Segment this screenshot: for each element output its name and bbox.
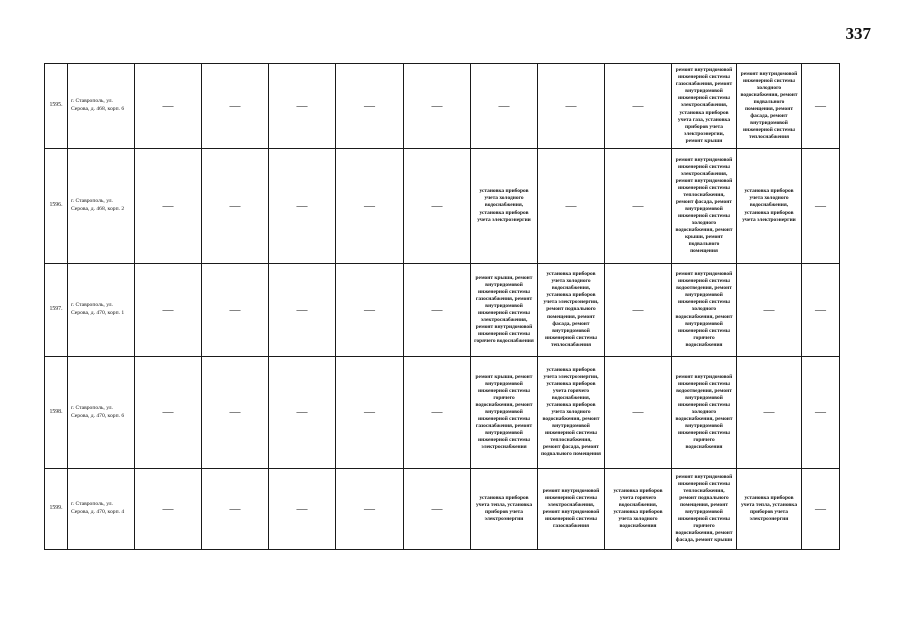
work-cell: — (605, 64, 672, 149)
work-cell: установка приборов учета холодного водоснабжения, установка приборов учета электроэнергии (737, 149, 802, 264)
work-cell: установка приборов учета холодного водоснабжения, установка приборов учета электроэнергии (471, 149, 538, 264)
program-table (44, 63, 840, 550)
work-cell: — (737, 264, 802, 357)
work-cell: ремонт крыши, ремонт внутридомовой инженерной системы газоснабжения, ремонт внутридомовой инженерной системы электроснабжения, ремонт внутридомовой инженерной системы горячего водоснабжения (471, 264, 538, 357)
work-cell: — (802, 469, 840, 550)
row-number: 1599. (45, 469, 68, 550)
work-cell: ремонт внутридомовой инженерной системы электроснабжения, ремонт внутридомовой инженерной системы газоснабжения (538, 469, 605, 550)
empty-cell: — (135, 469, 202, 550)
empty-cell: — (336, 469, 404, 550)
work-cell: установка приборов учета тепла, установка приборов учета электроэнергии (737, 469, 802, 550)
address-cell: г. Ставрополь, ул. Серова, д. 470, корп. 4 (68, 469, 135, 550)
work-cell: — (538, 64, 605, 149)
empty-cell: — (135, 149, 202, 264)
table-row (45, 149, 840, 264)
empty-cell: — (404, 264, 471, 357)
work-cell: — (471, 64, 538, 149)
work-cell: — (802, 264, 840, 357)
address-cell: г. Ставрополь, ул. Серова, д. 470, корп. 6 (68, 357, 135, 469)
work-cell: — (802, 64, 840, 149)
empty-cell: — (269, 469, 336, 550)
address-cell: г. Ставрополь, ул. Серова, д. 470, корп. 1 (68, 264, 135, 357)
empty-cell: — (404, 149, 471, 264)
row-number: 1596. (45, 149, 68, 264)
work-cell: ремонт внутридомовой инженерной системы водоотведения, ремонт внутридомовой инженерной системы холодного водоснабжения, ремонт внутридомовой инженерной системы горячего водоснабжения (672, 264, 737, 357)
work-cell: — (605, 357, 672, 469)
table-row (45, 469, 840, 550)
empty-cell: — (336, 357, 404, 469)
empty-cell: — (404, 64, 471, 149)
table-row (45, 64, 840, 149)
empty-cell: — (336, 64, 404, 149)
empty-cell: — (202, 357, 269, 469)
work-cell: — (538, 149, 605, 264)
work-cell: установка приборов учета электроэнергии, установка приборов учета горячего водоснабжения, установка приборов учета холодного водоснабжения, ремонт внутридомовой инженерной системы теплоснабжения, ремонт фасада, ремонт подвального помещения (538, 357, 605, 469)
empty-cell: — (269, 64, 336, 149)
work-cell: установка приборов учета тепла, установка приборов учета электроэнергии (471, 469, 538, 550)
empty-cell: — (135, 264, 202, 357)
work-cell: — (802, 149, 840, 264)
work-cell: ремонт крыши, ремонт внутридомовой инженерной системы горячего водоснабжения, ремонт внутридомовой инженерной системы газоснабжения, ремонт внутридомовой инженерной системы электроснабжения (471, 357, 538, 469)
work-cell: ремонт внутридомовой инженерной системы холодного водоснабжения, ремонт подвального помещения, ремонт фасада, ремонт внутридомовой инженерной системы теплоснабжения (737, 64, 802, 149)
work-cell: ремонт внутридомовой инженерной системы водоотведения, ремонт внутридомовой инженерной системы холодного водоснабжения, ремонт внутридомовой инженерной системы горячего водоснабжения (672, 357, 737, 469)
table-row (45, 264, 840, 357)
empty-cell: — (202, 149, 269, 264)
empty-cell: — (336, 264, 404, 357)
address-cell: г. Ставрополь, ул. Серова, д. 468, корп. 6 (68, 64, 135, 149)
work-cell: ремонт внутридомовой инженерной системы газоснабжения, ремонт внутридомовой инженерной системы электроснабжения, установка приборов учета газа, установка приборов учета электроэнергии, ремонт крыши (672, 64, 737, 149)
empty-cell: — (202, 64, 269, 149)
address-cell: г. Ставрополь, ул. Серова, д. 468, корп. 2 (68, 149, 135, 264)
empty-cell: — (336, 149, 404, 264)
row-number: 1597. (45, 264, 68, 357)
work-cell: ремонт внутридомовой инженерной системы электроснабжения, ремонт внутридомовой инженерной системы теплоснабжения, ремонт фасада, ремонт внутридомовой инженерной системы холодного водоснабжения, ремонт крыши, ремонт подвального помещения (672, 149, 737, 264)
table-row (45, 357, 840, 469)
empty-cell: — (202, 264, 269, 357)
work-cell: — (802, 357, 840, 469)
empty-cell: — (269, 149, 336, 264)
empty-cell: — (269, 264, 336, 357)
work-cell: установка приборов учета горячего водоснабжения, установка приборов учета холодного водоснабжения (605, 469, 672, 550)
work-cell: — (737, 357, 802, 469)
empty-cell: — (202, 469, 269, 550)
page-number: 337 (845, 24, 871, 43)
work-cell: установка приборов учета холодного водоснабжения, установка приборов учета электроэнергии, ремонт подвального помещения, ремонт фасада, ремонт внутридомовой инженерной системы теплоснабжения (538, 264, 605, 357)
empty-cell: — (269, 357, 336, 469)
empty-cell: — (135, 357, 202, 469)
empty-cell: — (404, 469, 471, 550)
row-number: 1598. (45, 357, 68, 469)
row-number: 1595. (45, 64, 68, 149)
empty-cell: — (404, 357, 471, 469)
work-cell: — (605, 149, 672, 264)
empty-cell: — (135, 64, 202, 149)
work-cell: — (605, 264, 672, 357)
work-cell: ремонт внутридомовой инженерной системы теплоснабжения, ремонт подвального помещения, ремонт внутридомовой инженерной системы горячего водоснабжения, ремонт фасада, ремонт крыши (672, 469, 737, 550)
